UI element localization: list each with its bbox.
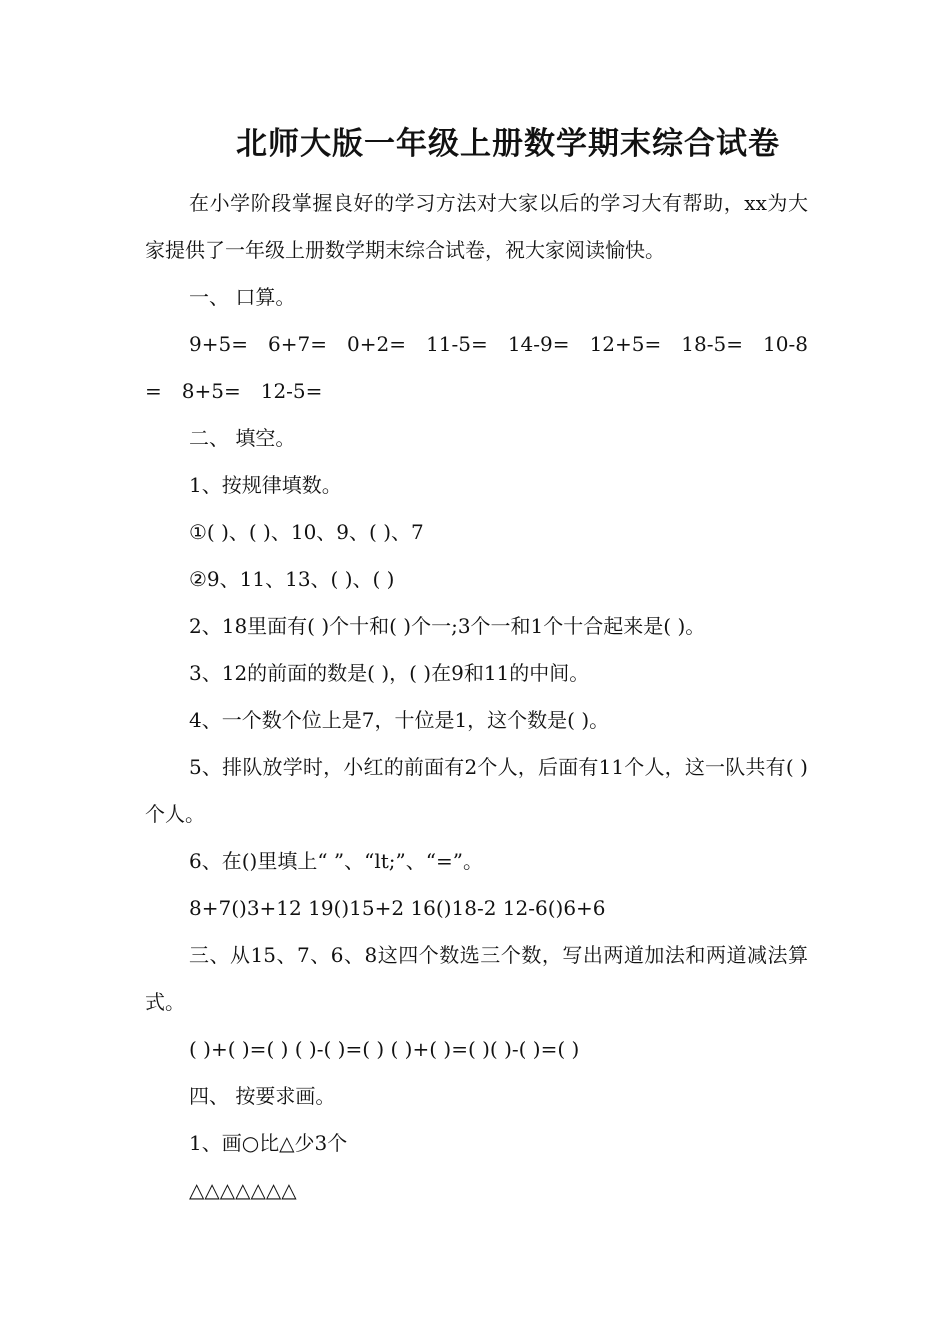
question-5: 5、排队放学时，小红的前面有2个人，后面有11个人，这一队共有( )个人。 (145, 755, 808, 826)
question-4: 4、一个数个位上是7，十位是1，这个数是( )。 (189, 708, 610, 732)
section3-blanks: ( )+( )=( ) ( )-( )=( ) ( )+( )=( )( )-( )=( ) (189, 1037, 580, 1061)
section3-heading: 三、从15、7、6、8这四个数选三个数，写出两道加法和两道减法算式。 (145, 943, 808, 1014)
question-3: 3、12的前面的数是( )，( )在9和11的中间。 (189, 661, 590, 685)
section1-heading: 一、 口算。 (189, 285, 296, 309)
mental-math-problems: 9+5= 6+7= 0+2= 11-5= 14-9= 12+5= 18-5= 10-8= 8+5= 12-5= (145, 332, 808, 403)
section4-question-1: 1、画○比△少3个 (189, 1131, 348, 1155)
section4-heading: 四、 按要求画。 (189, 1084, 336, 1108)
question-6-items: 8+7()3+12 19()15+2 16()18-2 12-6()6+6 (189, 896, 606, 920)
question-1a: ①( )、( )、10、9、( )、7 (189, 520, 424, 544)
triangle-shapes: △△△△△△△ (189, 1178, 297, 1202)
question-1: 1、按规律填数。 (189, 473, 342, 497)
question-6: 6、在()里填上“ ”、“lt;”、“=”。 (189, 849, 483, 873)
intro-paragraph: 在小学阶段掌握良好的学习方法对大家以后的学习大有帮助，xx为大家提供了一年级上册数学期末综合试卷，祝大家阅读愉快。 (145, 191, 808, 262)
question-1b: ②9、11、13、( )、( ) (189, 567, 395, 591)
document-body (145, 180, 808, 1214)
page-title: 北师大版一年级上册数学期末综合试卷 (236, 126, 780, 162)
question-2: 2、18里面有( )个十和( )个一;3个一和1个十合起来是( )。 (189, 614, 706, 638)
section2-heading: 二、 填空。 (189, 426, 296, 450)
